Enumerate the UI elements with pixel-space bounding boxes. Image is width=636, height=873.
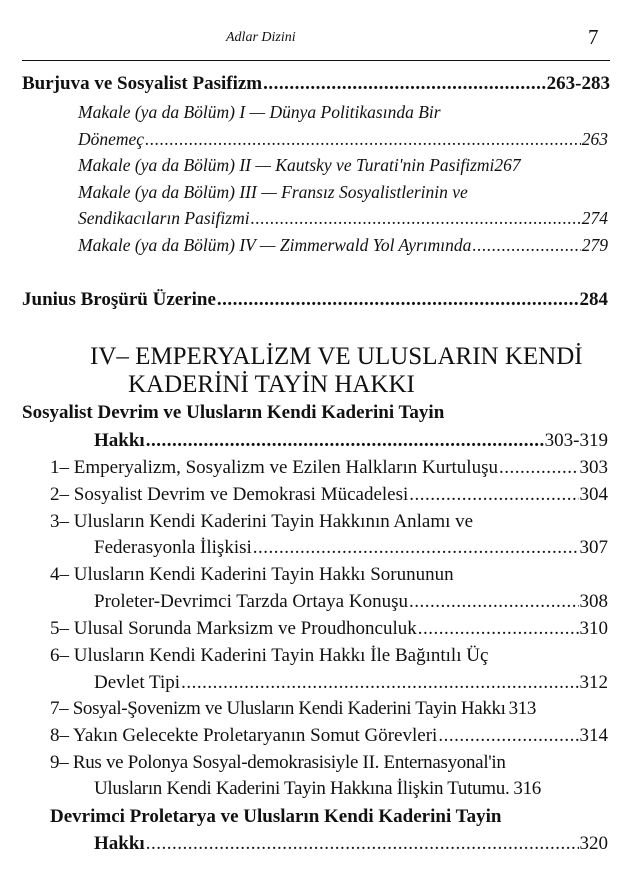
- toc-entry-sosyalist-devrim-line1[interactable]: Sosyalist Devrim ve Ulusların Kendi Kaderini Tayin: [22, 402, 445, 423]
- toc-subentry-7[interactable]: 7– Sosyal-Şovenizm ve Ulusların Kendi Kaderini Tayin Hakkı 313: [50, 698, 537, 719]
- dot-leader: [253, 536, 579, 560]
- dot-leader: [263, 72, 546, 96]
- toc-subentry-5[interactable]: 5– Ulusal Sorunda Marksizm ve Proudhonculuk ..... 310: [50, 617, 608, 641]
- dot-leader: [146, 429, 544, 453]
- toc-subentry-6-line1[interactable]: 6– Ulusların Kendi Kaderini Tayin Hakkı İle Bağıntılı Üç: [50, 645, 489, 666]
- toc-subentry-4-line1[interactable]: 4– Ulusların Kendi Kaderini Tayin Hakkı Sorununun: [50, 564, 454, 585]
- dot-leader: [409, 483, 578, 507]
- dot-leader: [181, 671, 578, 695]
- toc-subentry-makale-4[interactable]: Makale (ya da Bölüm) IV — Zimmerwald Yol Ayrımında ..... 279: [78, 233, 608, 257]
- toc-subentry-makale-3[interactable]: Sendikacıların Pasifizmi ..... 274: [78, 206, 608, 230]
- toc-subentry-makale-2[interactable]: Makale (ya da Bölüm) II — Kautsky ve Turati'nin Pasifizmi 267: [78, 155, 521, 175]
- page-number: 7: [588, 25, 599, 49]
- dot-leader: [418, 617, 579, 641]
- dot-leader: [217, 288, 579, 312]
- dot-leader: [438, 724, 578, 748]
- toc-subentry-1[interactable]: 1– Emperyalizm, Sosyalizm ve Ezilen Halkların Kurtuluşu ..... 303: [50, 456, 608, 480]
- toc-entry-junius[interactable]: Junius Broşürü Üzerine ..... 284: [22, 288, 608, 312]
- chapter-heading-line1: IV– EMPERYALİZM VE ULUSLARIN KENDİ: [90, 343, 583, 370]
- toc-subentry-2[interactable]: 2– Sosyalist Devrim ve Demokrasi Mücadelesi ..... 304: [50, 483, 608, 507]
- dot-leader: [472, 233, 580, 257]
- toc-subentry-8[interactable]: 8– Yakın Gelecekte Proletaryanın Somut Görevleri ..... 314: [50, 724, 608, 748]
- toc-entry-burjuva-pasifizm[interactable]: Burjuva ve Sosyalist Pasifizm ..... 263-283: [22, 72, 610, 96]
- toc-subentry-makale-1[interactable]: Dönemeç ..... 263: [78, 127, 608, 151]
- toc-subentry-makale-1-line1[interactable]: Makale (ya da Bölüm) I — Dünya Politikasında Bir: [78, 102, 441, 122]
- toc-subentry-3-line1[interactable]: 3– Ulusların Kendi Kaderini Tayin Hakkının Anlamı ve: [50, 511, 474, 532]
- dot-leader: [499, 456, 579, 480]
- dot-leader: [146, 832, 579, 856]
- toc-subentry-9-line1[interactable]: 9– Rus ve Polonya Sosyal-demokrasisiyle II. Enternasyonal'in: [50, 752, 506, 773]
- dot-leader: [145, 127, 581, 151]
- chapter-heading-line2: KADERİNİ TAYİN HAKKI: [128, 371, 415, 398]
- toc-subentry-makale-3-line1[interactable]: Makale (ya da Bölüm) III — Fransız Sosyalistlerinin ve: [78, 182, 468, 202]
- toc-subentry-9[interactable]: Ulusların Kendi Kaderini Tayin Hakkına İlişkin Tutumu. 316: [94, 778, 542, 799]
- header-title: Adlar Dizini: [226, 30, 296, 45]
- toc-subentry-4[interactable]: Proleter-Devrimci Tarzda Ortaya Konuşu ..... 308: [94, 590, 608, 614]
- toc-subentry-3[interactable]: Federasyonla İlişkisi ..... 307: [94, 536, 608, 560]
- dot-leader: [251, 206, 581, 230]
- header-rule: [22, 60, 610, 61]
- toc-subentry-6[interactable]: Devlet Tipi ..... 312: [94, 671, 608, 695]
- dot-leader: [409, 590, 579, 614]
- toc-entry-devrimci-proletarya[interactable]: Hakkı ..... 320: [94, 832, 608, 856]
- toc-entry-sosyalist-devrim[interactable]: Hakkı ..... 303-319: [94, 429, 608, 453]
- toc-entry-devrimci-proletarya-line1[interactable]: Devrimci Proletarya ve Ulusların Kendi Kaderini Tayin: [50, 806, 502, 827]
